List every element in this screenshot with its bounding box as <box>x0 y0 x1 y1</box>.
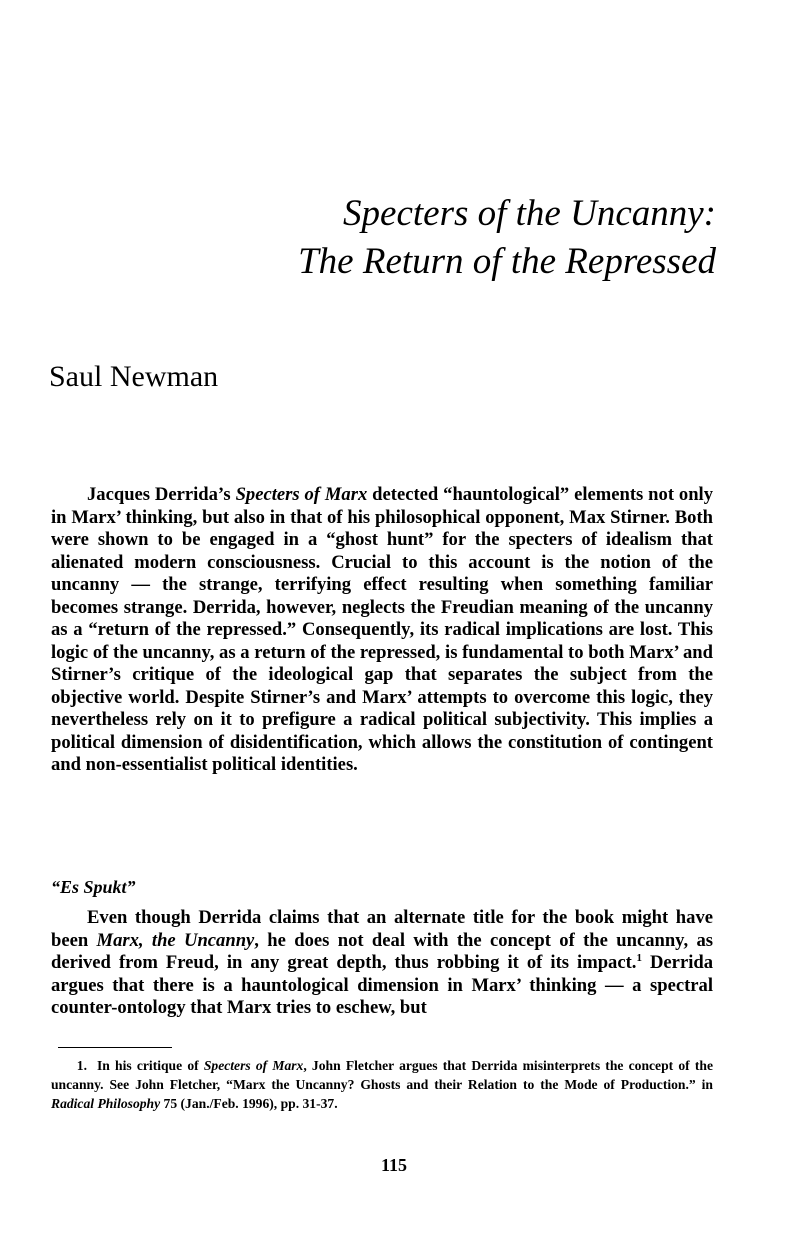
author-name: Saul Newman <box>49 360 219 393</box>
footnote-book-title: Specters of Marx <box>203 1058 304 1073</box>
section-heading: “Es Spukt” <box>51 877 136 897</box>
footnote-number: 1. <box>76 1058 87 1073</box>
section-text-2: , he does not deal with the concept of the uncanny, as derived from Freud, in any great depth, thus robbing it of its impact. <box>51 929 713 973</box>
footnote-text-2: , John Fletcher argues that Derrida misinterprets the concept of the uncanny. See John Fletcher, “Marx the Uncanny? Ghosts and their Relation to the Mode of Production.” in <box>51 1058 713 1092</box>
footnote <box>51 1056 713 1113</box>
section-body <box>51 907 713 1020</box>
footnote-text-1: In his critique of <box>97 1058 204 1073</box>
section-paragraph <box>51 907 713 1020</box>
abstract-book-title: Specters of Marx <box>235 484 368 505</box>
footnote-text-3: 75 (Jan./Feb. 1996), pp. 31-37. <box>160 1096 338 1111</box>
footnote-journal-title: Radical Philosophy <box>51 1096 161 1111</box>
section-text-1: Even though Derrida claims that an alternate title for the book might have been <box>51 907 713 951</box>
article-title-line-2: The Return of the Repressed <box>298 241 716 282</box>
footnote-reference[interactable]: 1 <box>636 951 642 964</box>
section-text-3: Derrida argues that there is a hauntological dimension in Marx’ thinking — a spectral counter-ontology that Marx tries to eschew, but <box>51 952 713 1018</box>
abstract <box>51 484 713 777</box>
abstract-text-2: detected “hauntological” elements not only in Marx’ thinking, but also in that of his philosophical opponent, Max Stirner. Both were shown to be engaged in a “ghost hunt” for the specters of idealism that alienated modern consciousness. Crucial to this account is the notion of the uncanny — the strange, terrifying effect resulting when something familiar becomes strange. Derrida, however, neglects the Freudian meaning of the uncanny as a “return of the repressed.” Consequently, its radical implications are lost. This logic of the uncanny, as a return of the repressed, is fundamental to both Marx’ and Stirner’s critique of the ideological gap that separates the subject from the objective world. Despite Stirner’s and Marx’ attempts to overcome this logic, they nevertheless rely on it to prefigure a radical political subjectivity. This implies a political dimension of disidentification, which allows the constitution of contingent and non-essentialist political identities. <box>51 484 714 775</box>
abstract-paragraph <box>51 484 713 777</box>
article-title-line-1: Specters of the Uncanny: <box>343 193 716 234</box>
section-alt-title: Marx, the Uncanny <box>96 929 255 951</box>
footnote-divider <box>58 1047 172 1048</box>
page-number: 115 <box>380 1155 407 1175</box>
abstract-text-1: Jacques Derrida’s <box>87 484 236 505</box>
